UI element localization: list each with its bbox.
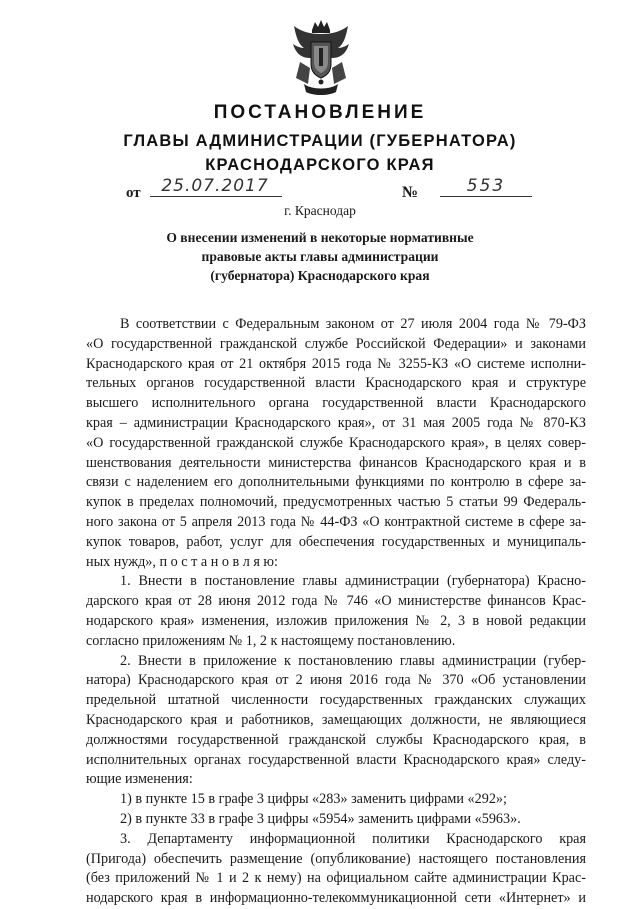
body-line: «О государственной гражданской службе Краснодарского края», в целях совер-	[86, 434, 586, 451]
subject-line: правовые акты главы администрации	[201, 249, 439, 264]
body-line: ных нужд», п о с т а н о в л я ю:	[86, 553, 278, 570]
body-line: купок в пределах полномочий, предусмотренных частью 5 статьи 99 Федераль-	[86, 494, 586, 511]
body-line: ющие изменения:	[86, 771, 193, 788]
body-line: исполнительных органах государственной власти Краснодарского края» следу-	[86, 751, 586, 768]
body-line: высшего исполнительного органа государственной власти Краснодарского	[86, 395, 586, 412]
body-line: 1) в пункте 15 в графе 3 цифры «283» заменить цифрами «292»;	[120, 791, 507, 808]
body-line: Краснодарского края от 21 октября 2015 года № 3255-КЗ «О системе исполни-	[86, 355, 586, 372]
body-line: тельных органов государственной власти Краснодарского края и структуре	[86, 375, 586, 392]
number-underline	[440, 196, 532, 197]
city-label: г. Краснодар	[284, 203, 356, 218]
body-line: шенствования деятельности министерства финансов Краснодарского края и в	[86, 454, 586, 471]
body-line: (без приложений № 1 и 2 к нему) на официальном сайте администрации Крас-	[86, 870, 586, 887]
body-line: (Пригода) обеспечить размещение (опубликование) настоящего постановления	[86, 850, 586, 867]
body-line: 2) в пункте 33 в графе 3 цифры «5954» заменить цифрами «5963».	[120, 810, 521, 827]
document-title: ПОСТАНОВЛЕНИЕ	[213, 102, 427, 123]
issuer-line-2: КРАСНОДАРСКОГО КРАЯ	[205, 156, 435, 174]
number-value: 553	[466, 176, 506, 196]
subject-line: О внесении изменений в некоторые нормативные	[166, 230, 474, 245]
body-line: связи с наделением его дополнительными функциями по контролю в сфере за-	[86, 474, 586, 491]
body-line: 1. Внести в постановление главы администрации (губернатора) Красно-	[120, 573, 586, 590]
document-subject	[0, 228, 640, 285]
number-label: №	[402, 184, 419, 201]
body-line: края – администрации Краснодарского края», от 31 мая 2005 года № 870-КЗ	[86, 414, 586, 431]
body-line: купок товаров, работ, услуг для обеспечения государственных и муниципаль-	[86, 533, 586, 550]
body-line: согласно приложениям № 1, 2 к настоящему постановлению.	[86, 632, 456, 649]
body-line: Краснодарского края и работников, замещающих должности, не являющиеся	[86, 711, 586, 728]
body-line: 2. Внести в приложение к постановлению главы администрации (губер-	[120, 652, 586, 669]
date-value: 25.07.2017	[161, 176, 269, 196]
document-body	[86, 315, 586, 909]
body-line: «О государственной гражданской службе Российской Федерации» и законами	[86, 335, 586, 352]
body-line: В соответствии с Федеральным законом от 27 июля 2004 года № 79-ФЗ	[120, 316, 586, 332]
body-line: ного закона от 5 апреля 2013 года № 44-ФЗ «О контрактной системе в сфере за-	[86, 513, 586, 530]
body-line: натора) Краснодарского края от 2 июня 2016 года № 370 «Об установлении	[86, 672, 586, 689]
coat-of-arms-emblem	[290, 18, 352, 96]
body-line: должностями государственной гражданской службы Краснодарского края, в	[86, 731, 586, 748]
subject-line: (губернатора) Краснодарского края	[210, 268, 430, 283]
date-underline	[150, 196, 282, 197]
body-line: нодарского края» изменения, изложив приложения № 2, 3 в новой редакции	[86, 612, 586, 629]
body-line: предельной штатной численности государственных гражданских служащих	[86, 692, 586, 709]
body-line: дарского края от 28 июня 2012 года № 746 «О министерстве финансов Крас-	[86, 593, 586, 610]
issuer-line-1: ГЛАВЫ АДМИНИСТРАЦИИ (ГУБЕРНАТОРА)	[123, 132, 517, 150]
date-label: от	[126, 185, 141, 201]
body-line: 3. Департаменту информационной политики Краснодарского края	[120, 830, 586, 847]
body-line: нодарского края в информационно-телекоммуникационной сети «Интернет» и	[86, 890, 586, 907]
